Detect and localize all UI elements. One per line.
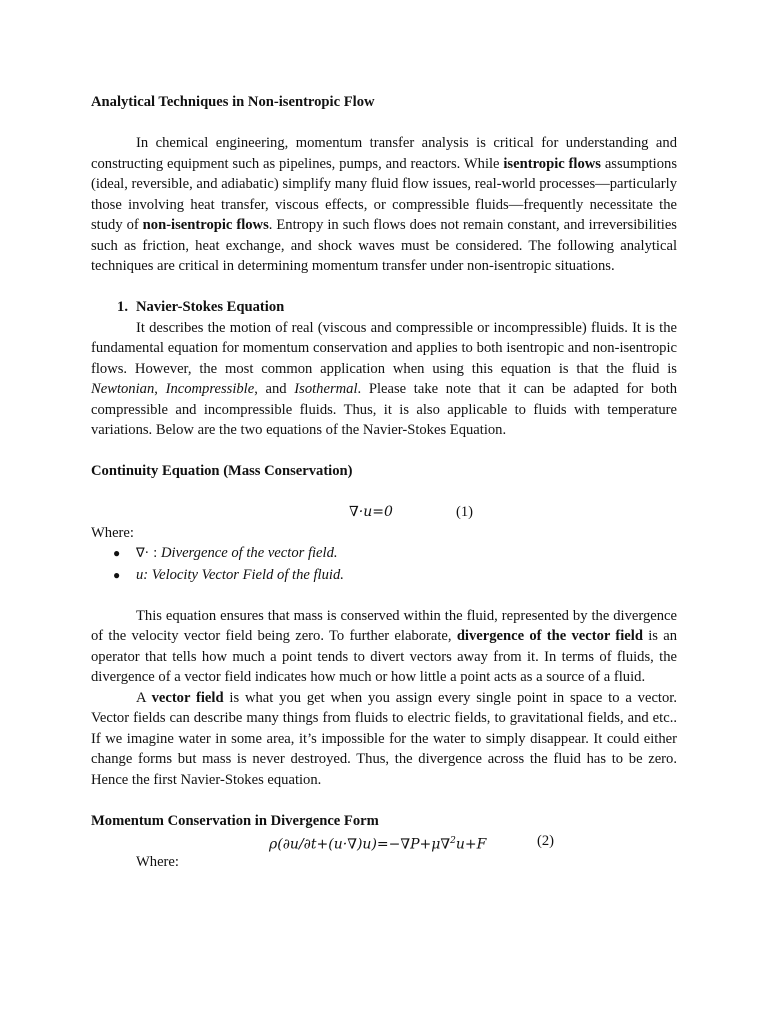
equation-1-number: (1)	[456, 504, 474, 520]
ns-text-1: It describes the motion of real (viscous and compressible or incompressible) fluids. It is the fundamental equation for momentum conservation and applies to both isentropic and non-isentropic flows. However, the most common application when using this equation is that the fluid is	[91, 319, 677, 377]
document-title: Analytical Techniques in Non-isentropic Flow	[91, 94, 375, 110]
intro-bold-non-isentropic: non-isentropic flows	[142, 217, 269, 233]
spacer	[91, 482, 677, 503]
bullet-symbol: u	[136, 566, 144, 583]
vector-field-paragraph	[91, 688, 677, 791]
spacer	[91, 585, 677, 606]
list-item	[91, 565, 677, 586]
vf-text-1: A	[136, 689, 152, 706]
section-number: 1.	[117, 299, 128, 315]
continuity-heading: Continuity Equation (Mass Conservation)	[91, 463, 353, 479]
momentum-where-label: Where:	[136, 853, 179, 870]
section-heading-text: Navier-Stokes Equation	[136, 299, 285, 315]
bullet-description: : Velocity Vector Field of the fluid.	[143, 566, 344, 583]
ns-text-3: , and	[254, 381, 295, 397]
equation-2-number: (2)	[537, 833, 555, 849]
intro-text-2: assumptions (ideal, reversible, and adiabatic) simplify many fluid flow issues, real-world processes—particularly those involving heat transfer, viscous effects, or compressible fluids—frequently necessitate the study of	[91, 155, 677, 233]
list-item	[91, 543, 677, 565]
intro-paragraph	[91, 133, 677, 277]
ns-italic-incompressible: Incompressible	[165, 381, 255, 397]
div-bold-term: divergence of the vector field	[456, 628, 643, 644]
spacer	[91, 277, 677, 298]
equation-2-part-b: u+F	[455, 836, 487, 853]
ns-text-2: ,	[154, 381, 166, 397]
ns-italic-newtonian: Newtonian	[91, 381, 155, 397]
ns-italic-isothermal: Isothermal	[294, 381, 358, 397]
intro-text-1: In chemical engineering, momentum transfer analysis is critical for understanding and constructing equipment such as pipelines, pumps, and reactors. While	[91, 135, 677, 172]
continuity-where-label: Where:	[91, 524, 134, 541]
equation-1: ∇·u=0	[349, 504, 393, 520]
bullet-symbol: ∇· :	[136, 546, 158, 561]
section-heading-navier-stokes	[91, 297, 677, 318]
intro-bold-isentropic: isentropic flows	[503, 155, 601, 172]
equation-2-row	[91, 831, 677, 852]
vf-bold-term: vector field	[151, 689, 224, 706]
spacer	[91, 790, 677, 811]
divergence-paragraph	[91, 606, 677, 688]
vf-text-2: is what you get when you assign every single point in space to a vector. Vector fields can describe many things from fluids to electric fields, to gravitational fields, and etc.. If we imagine water in some area, it’s impossible for the water to simply disappear. It could either change forms but mass is never destroyed. Thus, the divergence across the fluid has to be zero. Hence the first Navier-Stokes equation.	[91, 689, 677, 788]
equation-1-row	[91, 502, 677, 523]
navier-stokes-paragraph	[91, 318, 677, 441]
div-text-2: is an operator that tells how much a point tends to divert vectors away from it. In terms of fluids, the divergence of a vector field indicates how much or how little a point acts as a source of a fluid.	[91, 628, 677, 685]
bullet-icon: ●	[113, 567, 121, 582]
equation-2-part-a: ρ(∂u/∂t+(u·∇)u)=−∇P+μ∇	[269, 836, 451, 853]
spacer	[91, 441, 677, 462]
continuity-symbol-list	[91, 543, 677, 585]
document-page	[91, 92, 677, 872]
bullet-icon: ●	[113, 546, 121, 560]
momentum-heading: Momentum Conservation in Divergence Form	[91, 812, 379, 829]
equation-2-superscript: 2	[450, 836, 456, 846]
bullet-description: Divergence of the vector field.	[157, 545, 338, 561]
intro-text-3: . Entropy in such flows does not remain constant, and irreversibilities such as friction, heat exchange, and shock waves must be considered. The following analytical techniques are critical in determining momentum transfer under non-isentropic situations.	[91, 217, 677, 274]
equation-2	[269, 831, 486, 855]
ns-text-4: . Please take note that it can be adapted for both compressible and incompressible fluids. Thus, it is also applicable to fluids with temperature variations. Below are the two equations of the Navier-Stokes Equation.	[91, 381, 677, 438]
div-text-1: This equation ensures that mass is conserved within the fluid, represented by the divergence of the velocity vector field being zero. To further elaborate,	[91, 607, 677, 644]
